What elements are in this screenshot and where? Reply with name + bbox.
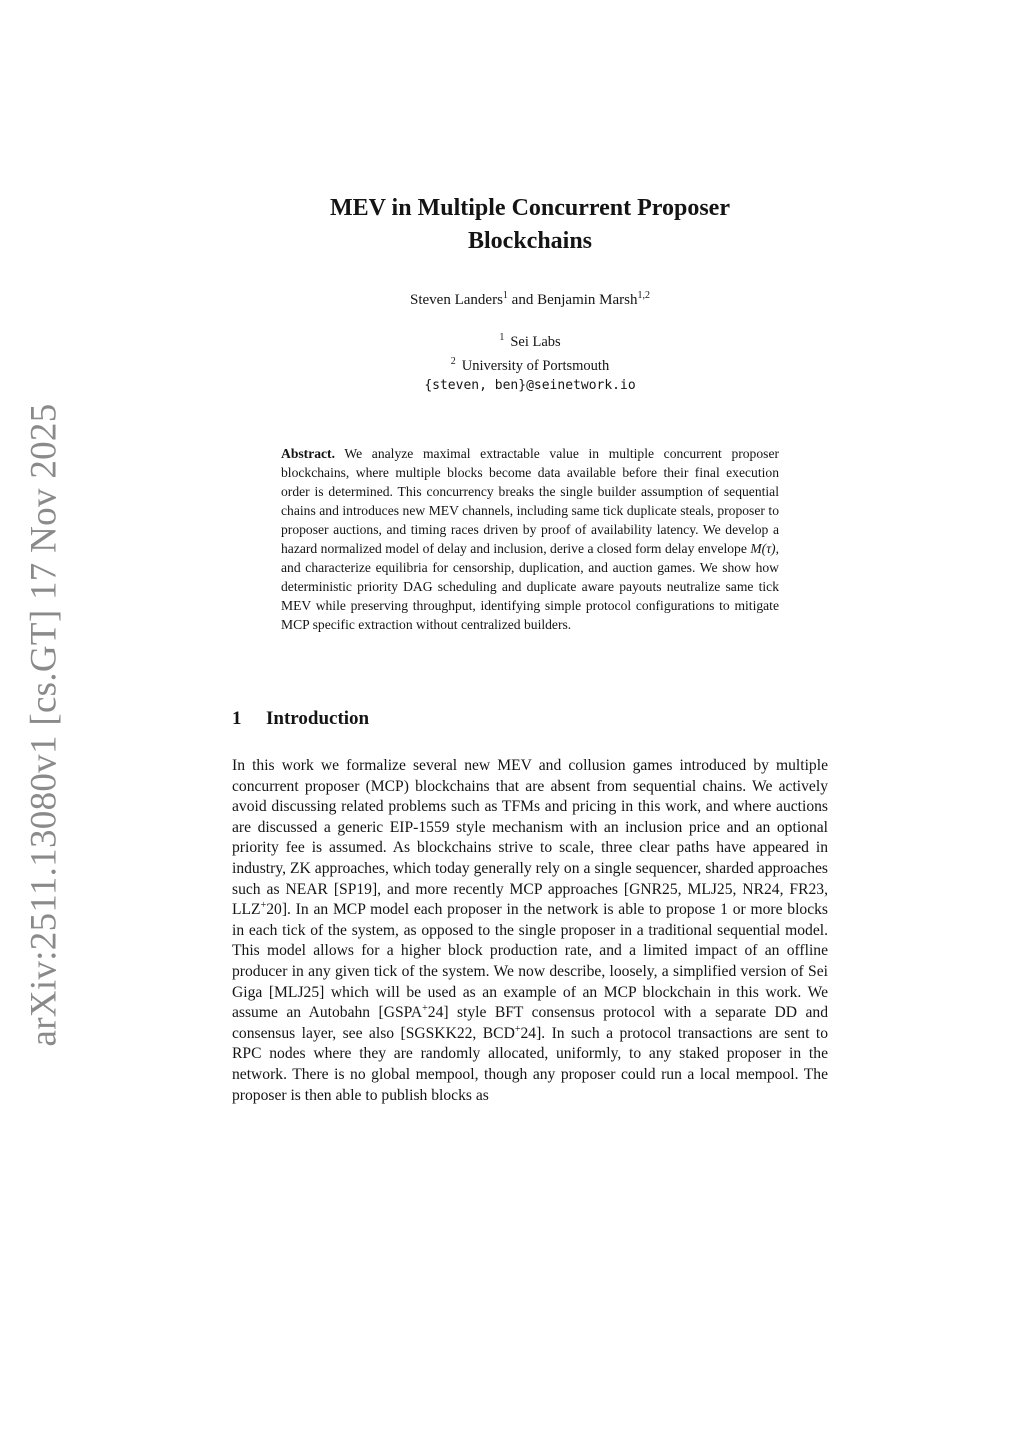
section-heading: [232, 708, 369, 730]
section-title: Introduction: [266, 708, 370, 729]
affiliation-1: [200, 328, 860, 352]
citation-superscript: +: [422, 1002, 428, 1014]
arxiv-sidebar: [22, 0, 66, 1448]
affiliation-number: 1: [499, 332, 505, 343]
body-text-segment: 24]. In such a protocol transactions are sent to RPC nodes where they are randomly allocated, uniformly, to any staked proposer in the network. There is no global mempool, though any proposer could run a local mempool. The proposer is then able to publish blocks as: [232, 1024, 828, 1104]
affiliation-2: [200, 352, 860, 376]
abstract-text: We analyze maximal extractable value in multiple concurrent proposer blockchains, where multiple blocks become data available before their final execution order is determined. This concurrency breaks the single builder assumption of sequential chains and introduces new MEV channels, including same tick duplicate steals, proposer to proposer auctions, and timing races driven by proof of availability latency. We develop a hazard normalized model of delay and inclusion, derive a closed form delay envelope: [281, 446, 780, 556]
title-line-2: Blockchains: [467, 228, 593, 254]
body-text-segment: 20]. In an MCP model each proposer in the network is able to propose 1 or more blocks in each tick of the system, as opposed to the single proposer in a traditional sequential model. This model allows for a higher block production rate, and a limited impact of an offline producer in any given tick of the system. We now describe, loosely, a simplified version of Sei Giga [MLJ25] which will be used as an example of an MCP blockchain in this work. We assume an Autobahn [GSPA: [232, 901, 828, 1022]
author-affil-mark: 1: [502, 290, 508, 301]
citation-superscript: +: [514, 1023, 521, 1035]
section-number: 1: [232, 708, 242, 729]
affiliation-name: Sei Labs: [510, 333, 561, 350]
arxiv-identifier: arXiv:2511.13080v1 [cs.GT] 17 Nov 2025: [23, 403, 65, 1047]
abstract-math: M(τ): [750, 541, 776, 556]
affiliations: [200, 328, 860, 396]
abstract: [281, 444, 779, 634]
author-separator: and: [507, 292, 538, 308]
author-list: [200, 290, 860, 309]
title-line-1: MEV in Multiple Concurrent Proposer: [330, 195, 730, 221]
author-name: Steven Landers: [410, 292, 503, 308]
body-paragraph: [232, 756, 828, 1106]
author-email: {steven, ben}@seinetwork.io: [424, 377, 636, 393]
abstract-text: , and characterize equilibria for censorship, duplication, and auction games. We show how deterministic priority DAG scheduling and duplicate aware payouts neutralize same tick MEV while preserving throughput, identifying simple protocol configurations to mitigate MCP specific extraction without centralized builders.: [281, 541, 779, 632]
body-text-segment: In this work we formalize several new MEV and collusion games introduced by multiple concurrent proposer (MCP) blockchains that are absent from sequential chains. We actively avoid discussing related problems such as TFMs and pricing in this work, and where auctions are discussed a generic EIP-1559 style mechanism with an inclusion price and an optional priority fee is assumed. As blockchains strive to scale, three clear paths have appeared in industry, ZK approaches, which today generally rely on a single sequencer, sharded approaches such as NEAR [SP19], and more recently MCP approaches [GNR25, MLJ25, NR24, FR23, LLZ: [232, 757, 828, 919]
author-name: Benjamin Marsh: [537, 292, 638, 308]
abstract-label: Abstract.: [281, 446, 335, 461]
body-text-segment: 24] style BFT consensus protocol with a separate DD and consensus layer, see also [SGSKK22, BCD: [232, 1004, 828, 1042]
citation-superscript: +: [260, 899, 267, 911]
author-affil-mark: 1,2: [637, 290, 650, 301]
paper-title: [200, 192, 860, 258]
affiliation-number: 2: [450, 355, 456, 367]
affiliation-name: University of Portsmouth: [461, 357, 610, 374]
